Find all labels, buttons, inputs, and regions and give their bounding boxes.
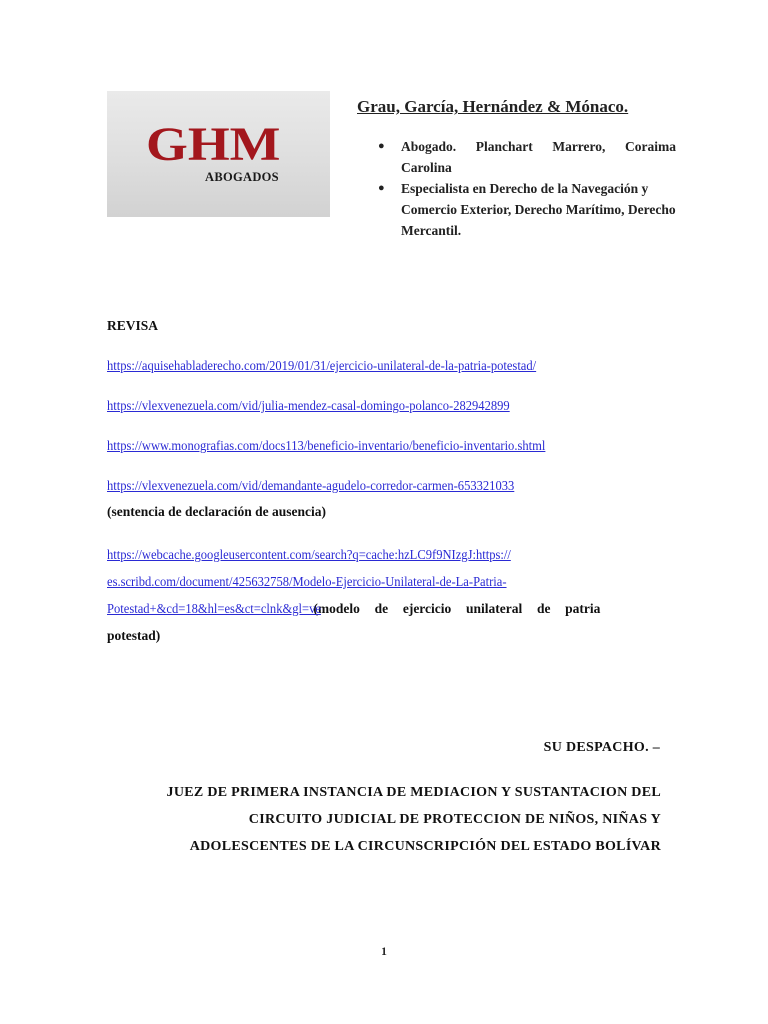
logo-mark: GHM <box>146 118 281 171</box>
bullet-icon: ● <box>378 140 385 152</box>
logo-subtitle: ABOGADOS <box>205 170 279 184</box>
cache-row <box>107 595 661 622</box>
reference-link[interactable]: https://aquisehabladerecho.com/2019/01/31/ejercicio-unilateral-de-la-patria-potestad/ <box>107 358 537 373</box>
bullet-text: Especialista en Derecho de la Navegación y Comercio Exterior, Derecho Marítimo, Derecho Mercantil. <box>401 181 676 238</box>
cache-link-line3[interactable]: Potestad+&cd=18&hl=es&ct=clnk&gl=ve <box>107 601 321 616</box>
cache-reference <box>107 541 661 649</box>
ghm-logo <box>107 91 330 217</box>
firm-bullet-list <box>378 136 676 241</box>
note-ausencia: (sentencia de declaración de ausencia) <box>107 504 326 519</box>
revisa-heading: REVISA <box>107 318 159 333</box>
su-despacho: SU DESPACHO. – <box>543 740 660 755</box>
bullet-icon: ● <box>378 182 385 194</box>
cache-link-line1[interactable]: https://webcache.googleusercontent.com/search?q=cache:hzLC9f9NIzgJ:https:// <box>107 547 511 562</box>
addressee-line: CIRCUITO JUDICIAL DE PROTECCION DE NIÑOS, NIÑAS Y <box>248 812 661 827</box>
list-item <box>378 136 676 178</box>
cache-note: (modelo de ejercicio unilateral de patria <box>313 601 601 616</box>
reference-link[interactable]: https://www.monografias.com/docs113/beneficio-inventario/beneficio-inventario.shtml <box>107 438 546 453</box>
addressee-line: JUEZ DE PRIMERA INSTANCIA DE MEDIACION Y SUSTANTACION DEL <box>166 785 661 800</box>
reference-link[interactable]: https://vlexvenezuela.com/vid/julia-mendez-casal-domingo-polanco-282942899 <box>107 398 510 413</box>
firm-name: Grau, García, Hernández & Mónaco. <box>357 97 629 116</box>
cache-note-end: potestad) <box>107 628 161 643</box>
cache-link-line2[interactable]: es.scribd.com/document/425632758/Modelo-Ejercicio-Unilateral-de-La-Patria- <box>107 574 507 589</box>
list-item <box>378 178 676 241</box>
bullet-text: Abogado. Planchart Marrero, Coraima Carolina <box>401 139 676 175</box>
page-number: 1 <box>381 946 387 958</box>
reference-link[interactable]: https://vlexvenezuela.com/vid/demandante-agudelo-corredor-carmen-653321033 <box>107 478 515 493</box>
addressee-line: ADOLESCENTES DE LA CIRCUNSCRIPCIÓN DEL ESTADO BOLÍVAR <box>189 839 661 854</box>
addressee-block <box>101 779 661 860</box>
